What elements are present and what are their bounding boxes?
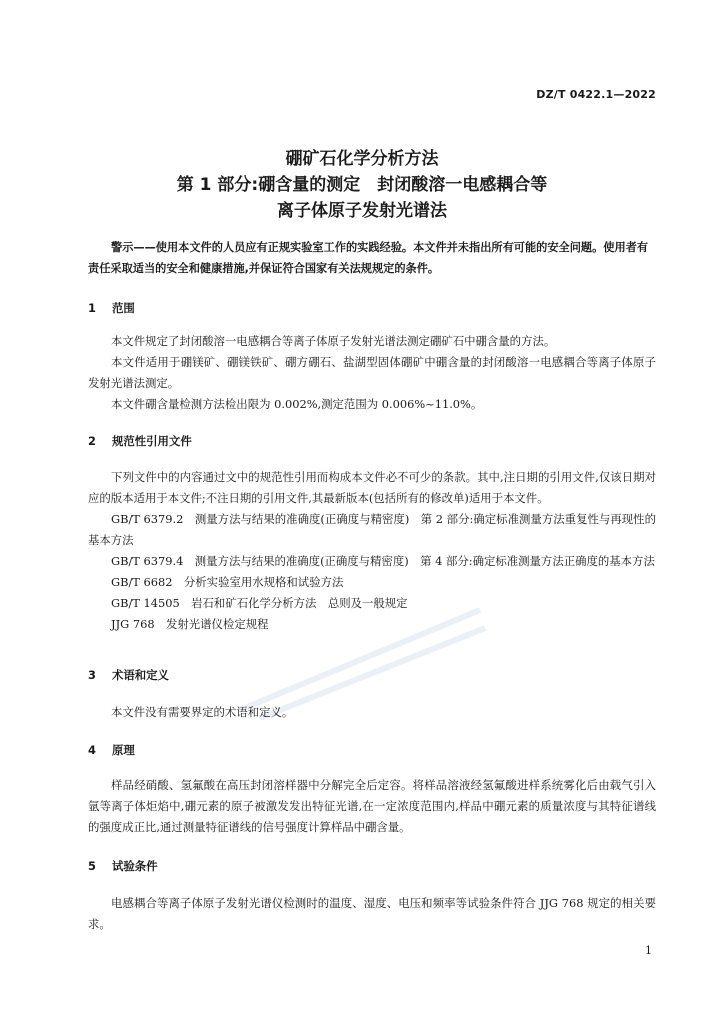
paragraph: 本文件规定了封闭酸溶一电感耦合等离子体原子发射光谱法测定硼矿石中硼含量的方法。 — [111, 334, 556, 348]
reference-item: JJG 768 发射光谱仪检定规程 — [111, 617, 269, 631]
paragraph: 本文件没有需要界定的术语和定义。 — [111, 705, 294, 719]
reference-item: GB/T 6682 分析实验室用水规格和试验方法 — [111, 575, 344, 589]
section-2-heading — [88, 432, 192, 450]
paragraph: 电感耦合等离子体原子发射光谱仪检测时的温度、湿度、电压和频率等试验条件符合 JJG 768 规定的相关要求。 — [88, 896, 656, 931]
section-3-heading — [88, 666, 169, 684]
section-4-body — [88, 775, 656, 838]
paragraph: 本文件适用于硼镁矿、硼镁铁矿、硼方硼石、盐湖型固体硼矿中硼含量的封闭酸溶一电感耦合等离子体原子发射光谱法测定。 — [88, 355, 656, 390]
section-number: 2 — [88, 434, 96, 448]
section-1-body — [88, 331, 656, 415]
section-title: 原理 — [111, 743, 135, 757]
title-line-3: 离子体原子发射光谱法 — [277, 201, 447, 221]
section-3-body — [88, 702, 656, 723]
section-title: 术语和定义 — [111, 668, 169, 682]
document-title — [60, 146, 664, 224]
page-number: 1 — [645, 944, 652, 957]
standard-code: DZ/T 0422.1—2022 — [536, 88, 656, 101]
paragraph: 本文件硼含量检测方法检出限为 0.002%,测定范围为 0.006%~11.0%。 — [111, 397, 483, 411]
reference-item: GB/T 14505 岩石和矿石化学分析方法 总则及一般规定 — [111, 596, 408, 610]
title-line-1: 硼矿石化学分析方法 — [285, 149, 439, 169]
title-line-2: 第 1 部分:硼含量的测定 封闭酸溶一电感耦合等 — [176, 175, 548, 195]
section-title: 规范性引用文件 — [111, 434, 192, 448]
warning-paragraph: 警示——使用本文件的人员应有正规实验室工作的实践经验。本文件并未指出所有可能的安全问题。使用者有责任采取适当的安全和健康措施,并保证符合国家有关法规规定的条件。 — [88, 241, 649, 275]
section-5-body — [88, 893, 656, 935]
section-number: 5 — [88, 859, 96, 873]
section-1-heading — [88, 299, 135, 317]
section-2-body — [88, 467, 656, 635]
section-number: 3 — [88, 668, 96, 682]
section-title: 范围 — [111, 301, 135, 315]
reference-item: GB/T 6379.2 测量方法与结果的准确度(正确度与精密度) 第 2 部分:确定标准测量方法重复性与再现性的基本方法 — [88, 512, 656, 547]
section-5-heading — [88, 857, 158, 875]
section-number: 4 — [88, 743, 96, 757]
paragraph: 下列文件中的内容通过文中的规范性引用而构成本文件必不可少的条款。其中,注日期的引用文件,仅该日期对应的版本适用于本文件;不注日期的引用文件,其最新版本(包括所有的修改单)适用于本文件。 — [88, 470, 656, 505]
section-title: 试验条件 — [111, 859, 158, 873]
section-4-heading — [88, 741, 135, 759]
section-number: 1 — [88, 301, 96, 315]
paragraph: 样品经硝酸、氢氟酸在高压封闭溶样器中分解完全后定容。将样品溶液经氢氟酸进样系统雾化后由载气引入氩等离子体炬焰中,硼元素的原子被激发发出特征光谱,在一定浓度范围内,样品中硼元素的质量浓度与其特征谱线的强度成正比,通过测量特征谱线的信号强度计算样品中硼含量。 — [88, 778, 656, 834]
reference-item: GB/T 6379.4 测量方法与结果的准确度(正确度与精密度) 第 4 部分:确定标准测量方法正确度的基本方法 — [111, 554, 655, 568]
